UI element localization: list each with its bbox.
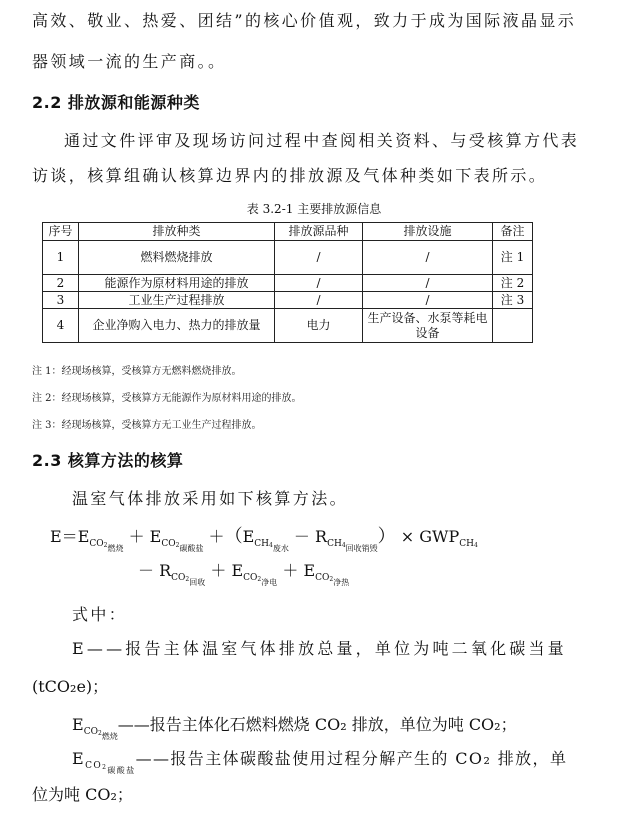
table-note-3: 注 3：经现场核算，受核算方无工业生产过程排放。 — [32, 420, 262, 431]
table-row — [43, 241, 533, 275]
table-note-1: 注 1：经现场核算，受核算方无燃料燃烧排放。 — [32, 366, 242, 377]
cell-no: 3 — [43, 292, 79, 309]
cell-facility: 生产设备、水泵等耗电设备 — [363, 309, 493, 343]
s22-paragraph-line-1: 通过文件评审及现场访问过程中查阅相关资料、与受核算方代表 — [64, 131, 580, 150]
def-e-line-2: (tCO₂e)； — [32, 677, 109, 696]
def-e-line-1: E——报告主体温室气体排放总量，单位为吨二氧化碳当量 — [72, 639, 567, 658]
table-row — [43, 275, 533, 292]
header-facility: 排放设施 — [363, 223, 493, 241]
cell-source: / — [275, 241, 363, 275]
intro-line-2: 器领域一流的生产商。。 — [32, 52, 227, 71]
cell-type: 燃料燃烧排放 — [79, 241, 275, 275]
table-caption: 表 3.2-1 主要排放源信息 — [246, 202, 382, 216]
cell-source: / — [275, 275, 363, 292]
cell-note: 注 1 — [493, 241, 533, 275]
table-row — [43, 309, 533, 343]
cell-source: / — [275, 292, 363, 309]
table-note-2: 注 2：经现场核算，受核算方无能源作为原材料用途的排放。 — [32, 393, 302, 404]
cell-type: 能源作为原材料用途的排放 — [79, 275, 275, 292]
header-source: 排放源品种 — [275, 223, 363, 241]
cell-no: 4 — [43, 309, 79, 343]
def-carbonate-line-2: 位为吨 CO₂； — [32, 785, 133, 804]
s23-paragraph-line-1: 温室气体排放采用如下核算方法。 — [72, 489, 349, 508]
s22-paragraph-line-2: 访谈，核算组确认核算边界内的排放源及气体种类如下表所示。 — [32, 166, 548, 185]
cell-note: 注 2 — [493, 275, 533, 292]
cell-note: 注 3 — [493, 292, 533, 309]
cell-no: 2 — [43, 275, 79, 292]
def-fuel-line: $E_{CO2燃烧}——$报告主体化石燃料燃烧 CO₂ 排放，单位为吨 CO₂； — [72, 715, 517, 741]
cell-source: 电力 — [275, 309, 363, 343]
cell-note — [493, 309, 533, 343]
formula-line-2: － $R_{CO2回收} + E_{CO2净电} + E_{CO2净热}$ — [138, 561, 350, 587]
header-note: 备注 — [493, 223, 533, 241]
cell-facility: / — [363, 275, 493, 292]
def-carbonate-line-1: $E_{CO2碳酸盐}——$报告主体碳酸盐使用过程分解产生的 CO₂ 排放，单 — [72, 749, 568, 775]
header-type: 排放种类 — [79, 223, 275, 241]
cell-type: 工业生产过程排放 — [79, 292, 275, 309]
section-2-3-heading: 2.3 核算方法的核算 — [32, 451, 184, 470]
where-label: 式中： — [72, 605, 128, 624]
cell-type: 企业净购入电力、热力的排放量 — [79, 309, 275, 343]
header-no: 序号 — [43, 223, 79, 241]
emission-source-table — [42, 222, 533, 343]
cell-facility: / — [363, 292, 493, 309]
intro-line-1: 高效、敬业、热爱、团结”的核心价值观，致力于成为国际液晶显示 — [32, 11, 577, 30]
cell-no: 1 — [43, 241, 79, 275]
section-2-2-heading: 2.2 排放源和能源种类 — [32, 93, 200, 112]
table-row — [43, 292, 533, 309]
cell-facility: / — [363, 241, 493, 275]
table-header-row — [43, 223, 533, 241]
formula-line-1: $E=E_{CO2燃烧} + E_{CO2碳酸盐} +(E_{CH4废水} - R_{CH4回收销毁}) \times GWP_{CH4}$ — [50, 526, 478, 553]
